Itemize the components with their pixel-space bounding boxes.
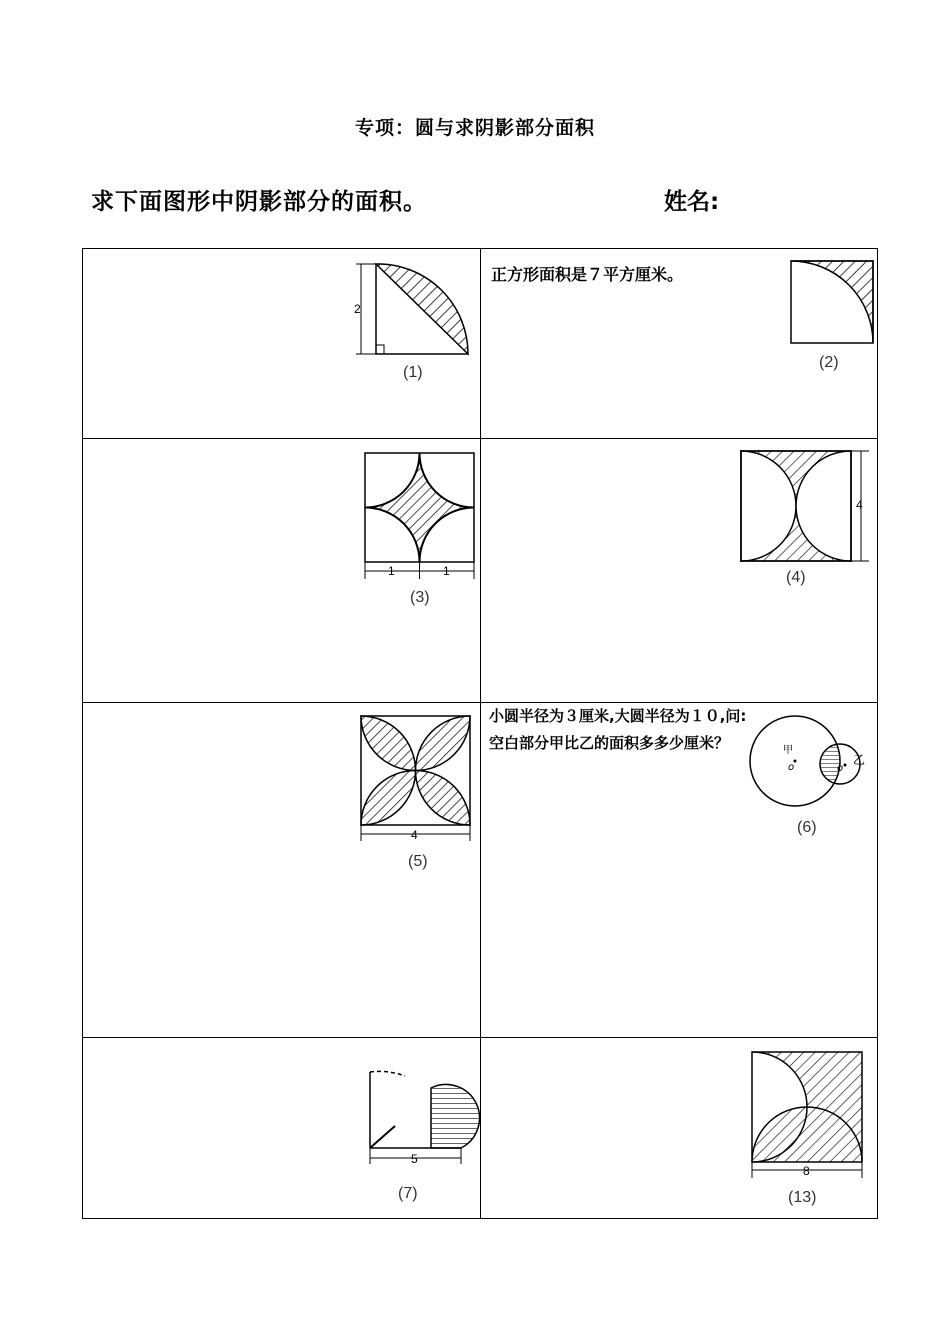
problem-grid [82, 248, 878, 1219]
problem-1-cell [83, 249, 480, 438]
problem-6-text: 小圆半径为３厘米,大圆半径为１０,问:空白部分甲比乙的面积多多少厘米？ [489, 707, 747, 752]
problem-4-figure [739, 449, 875, 567]
problem-7-cell [83, 1038, 480, 1218]
problem-3-dim-right: 1 [443, 564, 450, 578]
problem-5-figure [358, 713, 476, 843]
problem-6-cell [481, 703, 877, 1037]
problem-2-text: 正方形面积是７平方厘米。 [491, 265, 684, 284]
problem-3-figure [358, 451, 478, 583]
problem-4-dim-label: 4 [856, 498, 863, 512]
problem-7-dim-label: 5 [411, 1152, 418, 1166]
problem-13-cell [481, 1038, 877, 1218]
problem-13-dim-label: 8 [803, 1164, 810, 1178]
problem-6-figure [748, 711, 876, 811]
problem-13-caption: (13) [788, 1189, 817, 1206]
problem-3-dim-left: 1 [388, 564, 395, 578]
problem-6-center-a: o [788, 762, 795, 773]
problem-3-caption: (3) [410, 589, 430, 606]
problem-2-caption: (2) [819, 354, 839, 371]
problem-6-label-b: 乙 [853, 753, 866, 767]
problem-7-figure [363, 1068, 463, 1183]
problem-6-center-b: o [837, 763, 844, 774]
problem-1-figure [351, 259, 476, 359]
instruction-text: 求下面图形中阴影部分的面积。 [91, 189, 427, 215]
name-label: 姓名: [664, 189, 720, 215]
problem-5-cell [83, 703, 480, 1037]
problem-5-caption: (5) [408, 853, 428, 870]
problem-13-figure [749, 1050, 869, 1185]
page-title: 专项：圆与求阴影部分面积 [354, 117, 595, 139]
problem-1-dim-label: 2 [354, 302, 361, 316]
problem-5-dim-label: 4 [411, 828, 418, 842]
problem-6-label-a: 甲 [783, 745, 793, 756]
problem-2-cell [481, 249, 877, 438]
problem-4-caption: (4) [786, 569, 806, 586]
problem-4-cell [481, 439, 877, 702]
problem-7-caption: (7) [398, 1185, 418, 1202]
problem-6-caption: (6) [797, 819, 817, 836]
problem-1-caption: (1) [403, 364, 423, 381]
problem-2-figure [789, 259, 877, 347]
problem-3-cell [83, 439, 480, 702]
